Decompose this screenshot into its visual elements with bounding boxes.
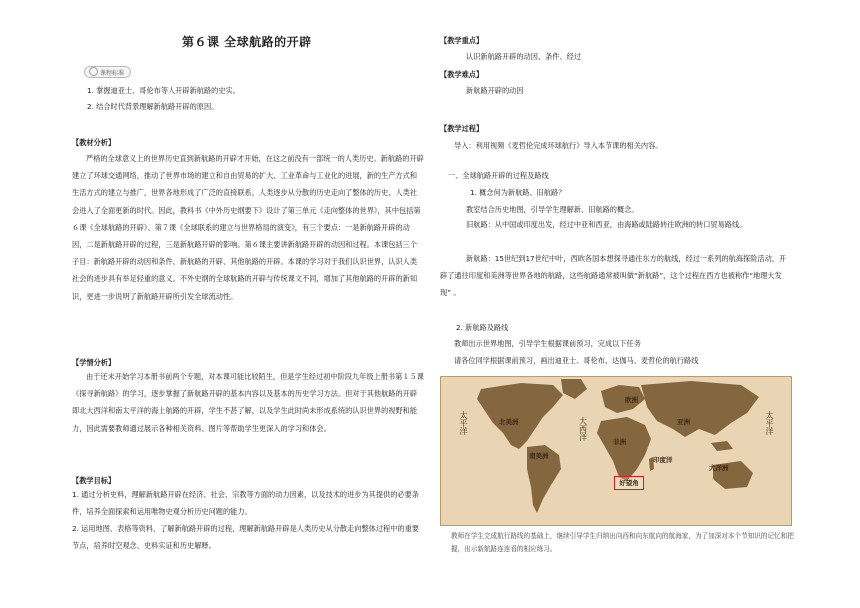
north-america-shape: [477, 383, 563, 449]
intro-text: 导入：利用视频《麦哲伦完成环球航行》导入本节课的相关内容。: [454, 141, 663, 150]
section-2-heading: 2. 新航路及路线: [456, 323, 509, 332]
map-label-north-america: 北美洲: [499, 418, 519, 426]
process-heading: 【教学过程】: [440, 124, 484, 133]
cape-of-good-hope-box: 好望角: [614, 476, 644, 490]
goal-heading: 【教学目标】: [72, 476, 116, 485]
sparkle-icon: [89, 67, 98, 76]
section-2-line-1: 教师出示世界地图，引导学生根据课前预习，完成以下任务: [454, 339, 641, 348]
goal-item: 1. 通过分析史料，理解新航路开辟在经济、社会、宗教等方面的动力因素，以及技术的进步为其提供的必要条件，培养全面探索和运用唯物史观分析历史问题的能力。: [72, 490, 419, 517]
map-label-oceania: 大洋洲: [709, 464, 729, 472]
standard-item: 2. 结合时代背景理解新航路开辟的原因。: [87, 102, 219, 111]
student-paragraph: 由于还未开始学习本册书前两个专题，对本课可能比较陌生，但是学生经过初中阶段九年级上册书第１５课《探寻新航路》的学习，逐步掌握了新航路开辟的基本内容以及基本的历史学习方法。但对于其他航路的开辟即北大西洋和南太平洋的海上航路的开辟，学生不甚了解，以及学生此时尚未形成系统的认识世界的视野和能力，因此需要教师通过展示各种相关资料、图片等帮助学生更深入的学习和体会。: [72, 372, 424, 433]
europe-shape: [601, 385, 645, 413]
badge-label: 课程标准: [100, 70, 125, 77]
world-map-drawing: [441, 377, 791, 525]
difficulty-heading: 【教学难点】: [440, 70, 484, 79]
section-2-line-2: 请各位同学根据课前预习，画出迪亚士、哥伦布、达伽马、麦哲伦的航行路线: [454, 356, 699, 365]
map-label-europe: 欧洲: [625, 396, 638, 404]
map-caption: 教师在学生完成航行路线的基础上，继续引导学生归纳出向西和向东航向的航海家，为了加深对本个节知识的记忆和把握，出示新航路连连看的相应练习。: [451, 532, 794, 553]
pacific-left-text: 太平洋: [459, 411, 468, 435]
greenland-shape: [561, 379, 587, 399]
difficulty-text: 新航路开辟的动因: [466, 86, 524, 95]
map-label-atlantic: [573, 417, 593, 441]
course-standard-badge: [84, 66, 131, 78]
key-text: 认识新航路开辟的动因、条件、经过: [466, 52, 582, 61]
goal-item: 2. 运用地图、表格等资料，了解新航路开辟的过程，理解新航路开辟是人类历史从分散走向整体过程中的重要节点，培养时空观念、史料实证和历史解释。: [72, 524, 419, 551]
key-heading: 【教学重点】: [440, 36, 484, 45]
asia-shape: [641, 381, 759, 437]
material-paragraph: 严格的全球意义上的世界历史直到新航路的开辟才开始，在这之前没有一部统一的人类历史。新航路的开辟建立了环球交通网络，推动了世界市场的建立和自由贸易的扩大、工业革命与工业化的进展，新的生产方式和生活方式的建立与推广，世界各地形成了广泛的直接联系，人类逐步从分散的历史走向了整体的历史、人类社会进入了全面更新的时代。因此，教科书《中外历史纲要下》设计了第三单元《走向整体的世界》，其中包括第６课《全球航路的开辟》、第７课《全球联系的建立与世界格局的演变》，有三个要点：一是新航路开辟的动因，二是新航路开辟的过程，三是新航路开辟的影响。第６课主要讲新航路开辟的动因和过程。本课包括三个子目：新航路开辟的动因和条件、新航路的开辟、其他航路的开辟。本课的学习对于我们认识世界，认识人类社会的进步具有举足轻重的意义。不外史纲的全球航路的开辟与传统课文不同，增加了其他航路的开辟的新知识，更进一步说明了新航路开辟所引发全球流动性。: [72, 154, 424, 301]
atlantic-text: 大西洋: [578, 417, 588, 441]
new-route-text: 新航路：15世纪到17世纪中叶，西欧各国本想探寻通往东方的航线，经过一系列的航海探险活动，开辟了通往印度和美洲等世界各地的航路，这些航路通常被叫做“新航路”，这个过程在西方也被称作“地理大发现” 。: [440, 254, 787, 298]
lesson-title: 第６课 全球航路的开辟: [182, 35, 312, 49]
question-1: 1. 概念何为新航路、旧航路？: [470, 188, 566, 197]
africa-shape: [597, 417, 651, 481]
islands-shape: [711, 441, 733, 451]
map-label-pacific-right: [763, 411, 775, 435]
map-label-south-america: 南美洲: [529, 452, 549, 460]
section-1-heading: 一、全球航路开辟的过程及路线: [448, 171, 549, 180]
map-label-asia: 亚洲: [677, 418, 690, 426]
map-label-indian-ocean: 印度洋: [653, 456, 673, 464]
pacific-right-text: 太平洋: [765, 411, 774, 435]
map-label-africa: 非洲: [613, 438, 626, 446]
standard-item: 1. 掌握迪亚士、哥伦布等人开辟新航路的史实。: [87, 86, 240, 95]
material-heading: 【教材分析】: [72, 138, 116, 147]
world-map: [440, 376, 792, 526]
old-route-text: 旧航路：从中国或印度出发，经过中亚和西亚，由海路或陆路转往欧洲的转口贸易路线。: [466, 220, 747, 229]
map-label-pacific-left: [457, 411, 469, 435]
question-1-teaching: 教室结合历史地图，引导学生理解新、旧航路的概念。: [466, 205, 639, 214]
student-heading: 【学情分析】: [72, 358, 116, 367]
